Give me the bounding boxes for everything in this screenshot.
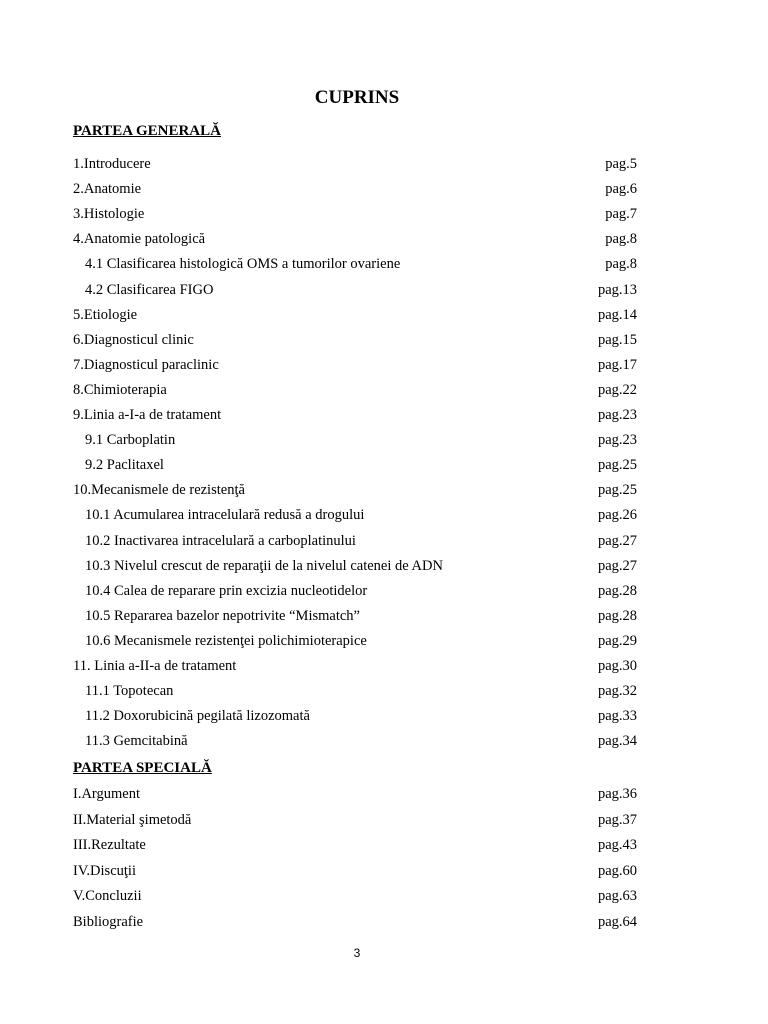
toc-entry-label: I.Argument — [73, 786, 140, 802]
toc-entry-label: 4.1 Clasificarea histologică OMS a tumorilor ovariene — [85, 256, 401, 273]
toc-entry — [73, 810, 637, 830]
toc-entry — [73, 305, 637, 325]
toc-entry-page: pag.27 — [597, 532, 637, 549]
toc-entry — [85, 254, 637, 274]
toc-entry-label: 9.Linia a-I-a de tratament — [73, 407, 222, 423]
toc-entry — [73, 480, 637, 500]
toc-entry-label: 10.Mecanismele de rezistenţă — [73, 482, 245, 499]
page-title: CUPRINS — [314, 87, 400, 108]
toc-entry-page: pag.23 — [597, 407, 637, 423]
toc-entry-page: pag.8 — [605, 256, 637, 273]
toc-entry-page: pag.7 — [605, 206, 637, 223]
toc-entry-page: pag.13 — [597, 281, 637, 298]
toc-entry-page: pag.27 — [597, 557, 637, 574]
toc-entry — [73, 784, 637, 804]
toc-entry-label: 10.2 Inactivarea intracelulară a carboplatinului — [85, 532, 356, 549]
toc-entry-page: pag.15 — [597, 331, 637, 348]
toc-entry — [85, 681, 637, 701]
toc-entry-page: pag.36 — [597, 786, 637, 802]
toc-entry-page: pag.34 — [597, 733, 637, 750]
toc-entry — [85, 581, 637, 601]
toc-entry — [73, 886, 637, 906]
toc-entry — [73, 355, 637, 375]
toc-entry-label: IV.Discuţii — [73, 862, 136, 879]
toc-entry — [73, 861, 637, 881]
toc-entry-label: Bibliografie — [73, 914, 144, 930]
toc-entry — [85, 731, 637, 751]
toc-entry-page: pag.63 — [597, 888, 637, 905]
toc-entry — [85, 455, 637, 475]
toc-entry-label: 10.1 Acumularea intracelulară redusă a drogului — [85, 507, 365, 524]
toc-entry-label: 10.6 Mecanismele rezistenţei polichimioterapice — [85, 632, 367, 649]
toc-entry — [73, 912, 637, 932]
toc-entry-label: III.Rezultate — [73, 837, 146, 854]
toc-entry — [73, 229, 637, 249]
toc-entry-page: pag.60 — [597, 862, 637, 879]
toc-entry — [85, 505, 637, 525]
toc-entry-page: pag.26 — [597, 507, 637, 524]
toc-entry-page: pag.25 — [597, 482, 637, 499]
toc-entry-label: 4.Anatomie patologică — [73, 231, 206, 248]
toc-entry-page: pag.6 — [605, 181, 637, 198]
toc-entry-page: pag.32 — [597, 683, 637, 700]
toc-entry — [73, 380, 637, 400]
toc-entry — [85, 606, 637, 626]
toc-entry-page: pag.23 — [597, 432, 637, 449]
toc-entry — [73, 835, 637, 855]
toc-entry-page: pag.8 — [605, 231, 637, 248]
page-number: 3 — [353, 946, 361, 960]
toc-entry-label: 11.1 Topotecan — [85, 683, 174, 700]
toc-entry-page: pag.28 — [597, 607, 637, 624]
toc-entry-page: pag.22 — [597, 381, 637, 398]
toc-entry — [85, 631, 637, 651]
toc-entry-label: 11.3 Gemcitabină — [85, 733, 188, 750]
toc-entry-page: pag.28 — [597, 582, 637, 599]
toc-entry — [73, 405, 637, 425]
toc-entry-label: 11. Linia a-II-a de tratament — [73, 658, 237, 674]
toc-entry-label: 4.2 Clasificarea FIGO — [85, 281, 214, 298]
section-heading-special: PARTEA SPECIALĂ — [73, 760, 212, 776]
toc-entry-page: pag.43 — [597, 837, 637, 854]
toc-entry-page: pag.30 — [597, 658, 637, 674]
toc-entry — [85, 556, 637, 576]
toc-entry — [73, 179, 637, 199]
toc-entry-page: pag.33 — [597, 708, 637, 725]
toc-entry-page: pag.5 — [605, 156, 637, 172]
toc-entry-label: 9.1 Carboplatin — [85, 432, 176, 449]
toc-entry — [85, 280, 637, 300]
toc-entry-label: II.Material şimetodă — [73, 811, 192, 828]
toc-entry-label: 10.4 Calea de reparare prin excizia nucleotidelor — [85, 582, 368, 599]
toc-entry-label: 3.Histologie — [73, 206, 145, 223]
toc-entry — [73, 154, 637, 174]
toc-entry-label: 10.5 Repararea bazelor nepotrivite “Mismatch” — [85, 607, 360, 624]
toc-entry-label: 10.3 Nivelul crescut de reparaţii de la nivelul catenei de ADN — [85, 557, 443, 574]
toc-entry-label: 7.Diagnosticul paraclinic — [73, 356, 219, 373]
toc-entry — [85, 706, 637, 726]
toc-entry-label: V.Concluzii — [73, 888, 142, 905]
toc-entry — [85, 531, 637, 551]
toc-entry-label: 9.2 Paclitaxel — [85, 457, 164, 474]
toc-entry-label: 6.Diagnosticul clinic — [73, 331, 194, 348]
toc-entry-label: 5.Etiologie — [73, 306, 138, 323]
toc-entry-page: pag.29 — [597, 632, 637, 649]
toc-entry-page: pag.14 — [597, 306, 637, 323]
toc-entry-page: pag.64 — [597, 914, 637, 930]
toc-entry — [73, 656, 637, 676]
toc-entry — [85, 430, 637, 450]
toc-entry-label: 8.Chimioterapia — [73, 381, 167, 398]
toc-entry — [73, 204, 637, 224]
toc-entry-page: pag.17 — [597, 356, 637, 373]
section-heading-general: PARTEA GENERALĂ — [73, 123, 221, 139]
toc-entry-label: 2.Anatomie — [73, 181, 142, 198]
toc-entry-label: 11.2 Doxorubicină pegilată lizozomată — [85, 708, 310, 725]
toc-entry — [73, 330, 637, 350]
toc-entry-page: pag.25 — [597, 457, 637, 474]
toc-entry-label: 1.Introducere — [73, 156, 151, 172]
toc-entry-page: pag.37 — [597, 811, 637, 828]
